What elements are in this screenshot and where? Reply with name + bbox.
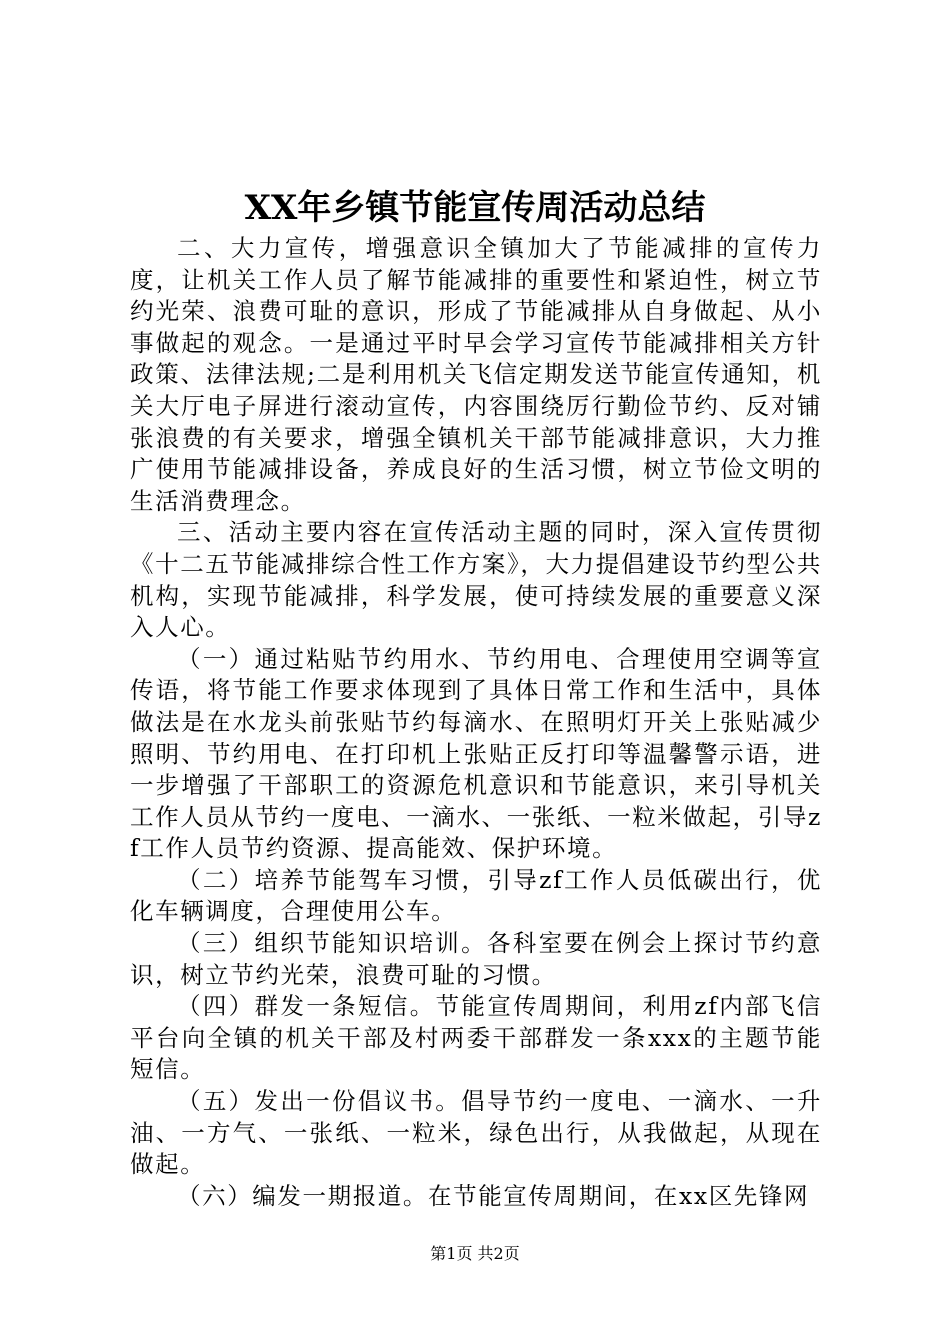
paragraph-section-two: 二、大力宣传，增强意识全镇加大了节能减排的宣传力度，让机关工作人员了解节能减排的重要性和紧迫性，树立节约光荣、浪费可耻的意识，形成了节能减排从自身做起、从小事做起的观念。一是通过平时早会学习宣传节能减排相关方针政策、法律法规;二是利用机关飞信定期发送节能宣传通知，机关大厅电子屏进行滚动宣传，内容围绕厉行勤俭节约、反对铺张浪费的有关要求，增强全镇机关干部节能减排意识，大力推广使用节能减排设备，养成良好的生活习惯，树立节俭文明的生活消费理念。	[130, 234, 822, 515]
document-body	[130, 233, 822, 1212]
paragraph-section-three: 三、活动主要内容在宣传活动主题的同时，深入宣传贯彻《十二五节能减排综合性工作方案》，大力提倡建设节约型公共机构，实现节能减排，科学发展，使可持续发展的重要意义深入人心。	[130, 518, 822, 642]
paragraph-item-three: （三）组织节能知识培训。各科室要在例会上探讨节约意识，树立节约光荣，浪费可耻的习惯。	[130, 929, 822, 989]
paragraph-item-four: （四）群发一条短信。节能宣传周期间，利用zf内部飞信平台向全镇的机关干部及村两委干部群发一条xxx的主题节能短信。	[130, 992, 822, 1084]
paragraph-item-five: （五）发出一份倡议书。倡导节约一度电、一滴水、一升油、一方气、一张纸、一粒米，绿色出行，从我做起，从现在做起。	[130, 1087, 822, 1179]
paragraph-item-two: （二）培养节能驾车习惯，引导zf工作人员低碳出行，优化车辆调度，合理使用公车。	[130, 865, 822, 926]
paragraph-item-six: （六）编发一期报道。在节能宣传周期间，在xx区先锋网	[177, 1181, 810, 1210]
page-footer: 第1页 共2页	[430, 1244, 520, 1263]
paragraph-item-one: （一）通过粘贴节约用水、节约用电、合理使用空调等宣传语，将节能工作要求体现到了具体日常工作和生活中，具体做法是在水龙头前张贴节约每滴水、在照明灯开关上张贴减少照明、节约用电、在打印机上张贴正反打印等温馨警示语，进一步增强了干部职工的资源危机意识和节能意识，来引导机关工作人员从节约一度电、一滴水、一张纸、一粒米做起，引导zf工作人员节约资源、提高能效、保护环境。	[130, 644, 822, 863]
document-title: XX年乡镇节能宣传周活动总结	[244, 188, 706, 228]
